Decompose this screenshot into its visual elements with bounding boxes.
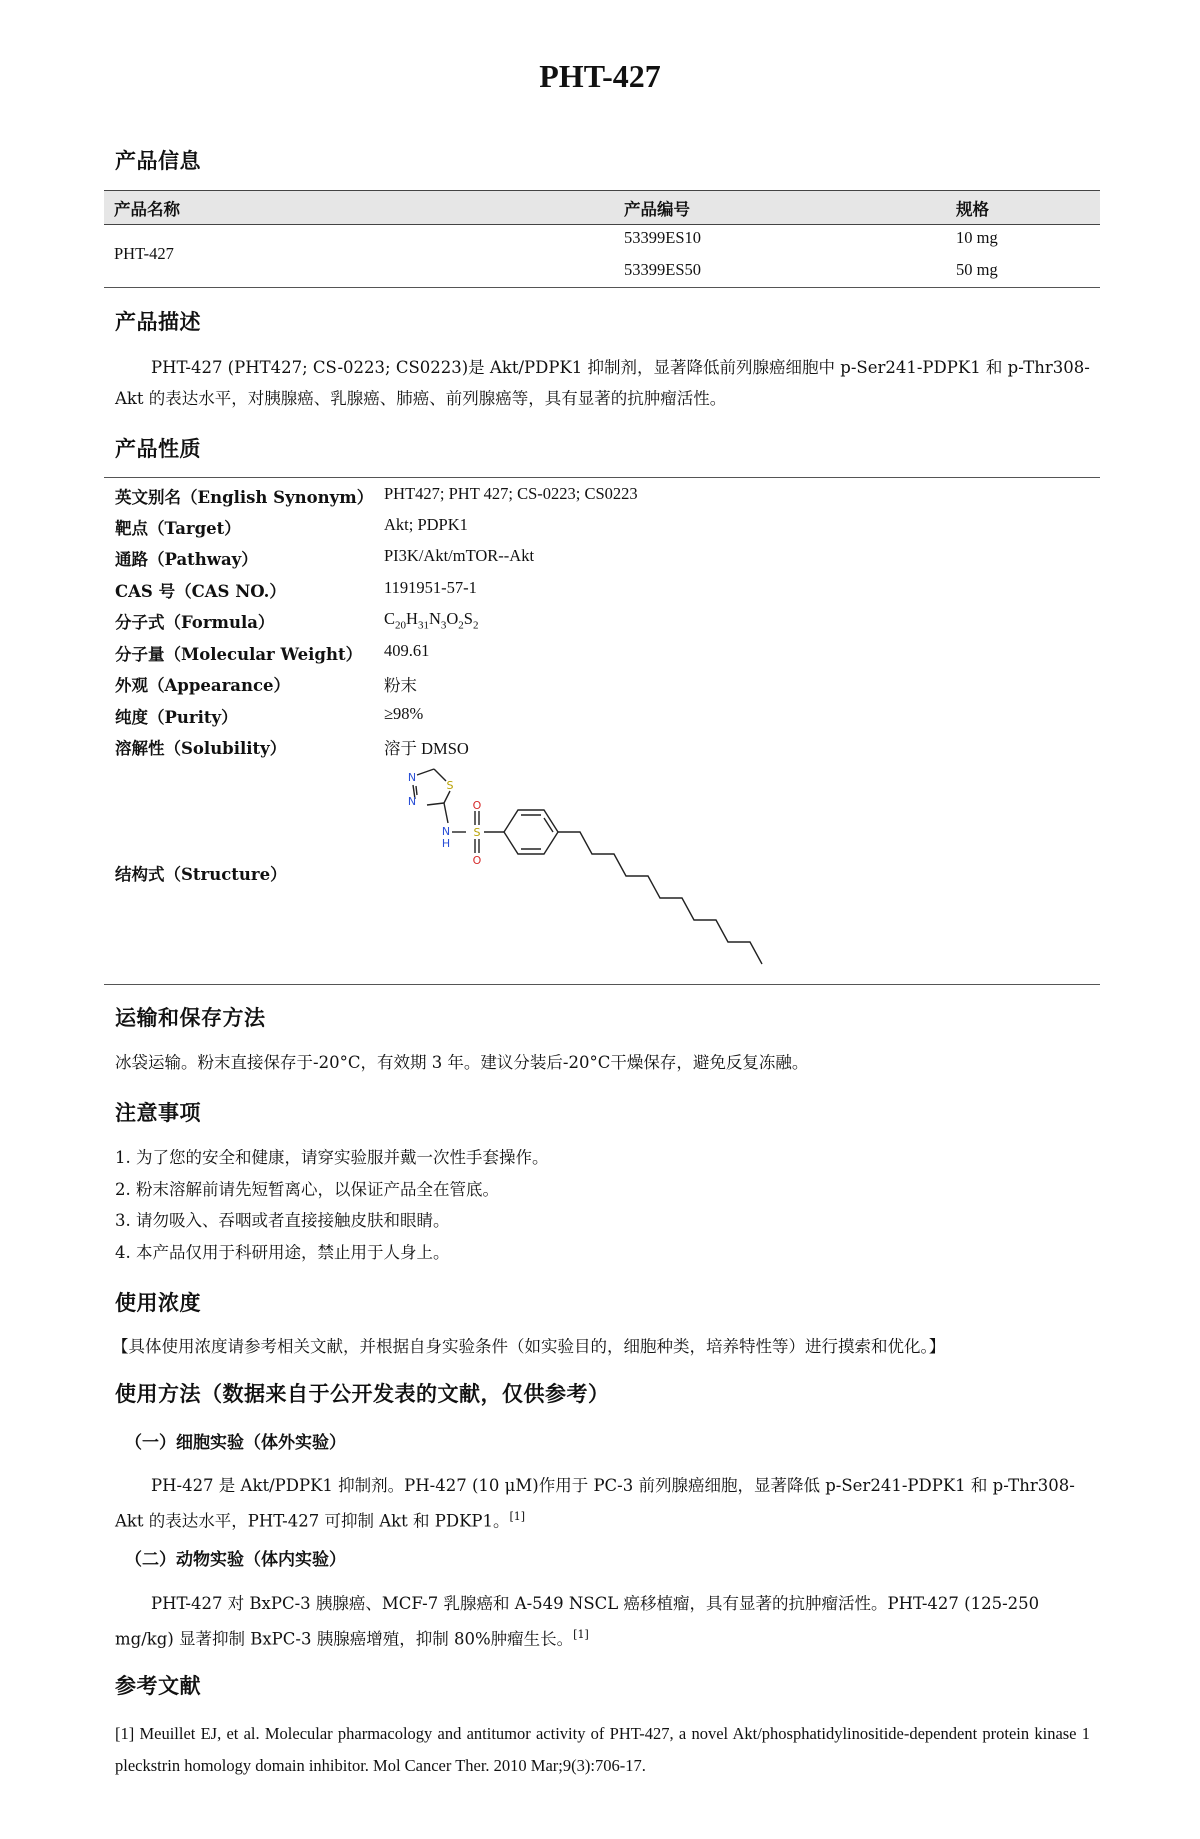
prop-label-purity: 纯度（Purity） — [115, 708, 238, 727]
prop-label-synonym: 英文别名（English Synonym） — [115, 488, 374, 507]
list-item: 3. 请勿吸入、吞咽或者直接接触皮肤和眼睛。 — [115, 1211, 450, 1230]
list-item: 4. 本产品仅用于科研用途，禁止用于人身上。 — [115, 1242, 450, 1262]
section-heading-properties: 产品性质 — [115, 436, 201, 461]
notes-list — [115, 1142, 549, 1268]
citation: [1] — [509, 1510, 526, 1523]
prop-label-formula: 分子式（Formula） — [115, 613, 275, 632]
product-size-2: 50 mg — [956, 260, 998, 279]
atom-n2: N — [407, 795, 417, 808]
prop-label-mw: 分子量（Molecular Weight） — [115, 645, 363, 664]
properties-top-rule — [104, 477, 1100, 478]
cell-experiment-text: PH-427 是 Akt/PDPK1 抑制剂。PH-427 (10 μM)作用于 PC-3 前列腺癌细胞，显著降低 p-Ser241-PDPK1 和 p-Thr308-Akt 的表达水平，PHT-427 可抑制 Akt 和 PDKP1。[1] — [115, 1476, 1075, 1531]
chemical-structure — [384, 765, 804, 980]
section-heading-method: 使用方法（数据来自于公开发表的文献，仅供参考） — [115, 1381, 610, 1406]
citation: [1] — [573, 1628, 589, 1641]
table-header-row — [104, 190, 1100, 225]
atom-h-amide: H — [441, 837, 451, 850]
atom-n-amide: N — [441, 825, 451, 838]
prop-value-solubility: 溶于 DMSO — [384, 739, 469, 758]
prop-value-synonym: PHT427; PHT 427; CS-0223; CS0223 — [384, 484, 638, 503]
header-code: 产品编号 — [624, 200, 690, 219]
atom-o2: O — [472, 854, 482, 867]
atom-o1: O — [472, 799, 482, 812]
product-code-1: 53399ES10 — [624, 228, 702, 247]
product-size-1: 10 mg — [956, 228, 998, 247]
atom-s-ring: S — [446, 779, 454, 792]
section-heading-description: 产品描述 — [115, 309, 201, 334]
description-text: PHT-427 (PHT427; CS-0223; CS0223)是 Akt/PDPK1 抑制剂，显著降低前列腺癌细胞中 p-Ser241-PDPK1 和 p-Thr308-Akt 的表达水平，对胰腺癌、乳腺癌、肺癌、前列腺癌等，具有显著的抗肿瘤活性。 — [115, 358, 1090, 408]
prop-value-appearance: 粉末 — [384, 676, 417, 695]
section-heading-concentration: 使用浓度 — [115, 1290, 201, 1315]
storage-text: 冰袋运输。粉末直接保存于-20°C，有效期 3 年。建议分装后-20°C干燥保存，避免反复冻融。 — [115, 1053, 809, 1072]
table-bottom-rule — [104, 287, 1100, 288]
subheading-cell-experiment: （一）细胞实验（体外实验） — [125, 1433, 346, 1453]
header-size: 规格 — [956, 200, 989, 219]
list-item: 1. 为了您的安全和健康，请穿实验服并戴一次性手套操作。 — [115, 1148, 549, 1167]
reference-1: [1] Meuillet EJ, et al. Molecular pharmacology and antitumor activity of PHT-427, a novel Akt/phosphatidylinositide-dependent protein kinase 1 pleckstrin homology domain inhibitor. Mol Cancer Ther. 2010 Mar;9(3):706-17. — [115, 1724, 1090, 1775]
prop-label-pathway: 通路（Pathway） — [115, 550, 258, 569]
section-heading-references: 参考文献 — [115, 1673, 201, 1698]
section-heading-storage: 运输和保存方法 — [115, 1005, 266, 1030]
product-name: PHT-427 — [114, 244, 174, 263]
prop-label-target: 靶点（Target） — [115, 519, 241, 538]
subheading-animal-experiment: （二）动物实验（体内实验） — [125, 1550, 346, 1570]
prop-label-solubility: 溶解性（Solubility） — [115, 739, 287, 758]
product-code-2: 53399ES50 — [624, 260, 702, 279]
document-title: PHT-427 — [539, 58, 661, 94]
prop-label-cas: CAS 号（CAS NO.） — [115, 582, 286, 601]
prop-value-target: Akt; PDPK1 — [384, 515, 468, 534]
list-item: 2. 粉末溶解前请先短暂离心，以保证产品全在管底。 — [115, 1179, 499, 1199]
prop-label-structure: 结构式（Structure） — [115, 865, 287, 884]
atom-s-sulfonyl: S — [473, 826, 481, 839]
section-heading-notes: 注意事项 — [115, 1100, 201, 1125]
prop-value-purity: ≥98% — [384, 704, 424, 723]
properties-bottom-rule — [104, 984, 1100, 985]
prop-value-mw: 409.61 — [384, 641, 430, 660]
prop-value-formula: $C_{20}H_{31}N_3O_2S_2$ — [384, 609, 479, 632]
header-name: 产品名称 — [114, 200, 180, 219]
section-heading-info: 产品信息 — [115, 148, 201, 173]
concentration-text: 【具体使用浓度请参考相关文献，并根据自身实验条件（如实验目的，细胞种类，培养特性等）进行摸索和优化。】 — [112, 1337, 946, 1356]
prop-value-pathway: PI3K/Akt/mTOR--Akt — [384, 546, 535, 565]
prop-value-cas: 1191951-57-1 — [384, 578, 477, 597]
animal-experiment-text: PHT-427 对 BxPC-3 胰腺癌、MCF-7 乳腺癌和 A-549 NSCL 癌移植瘤，具有显著的抗肿瘤活性。PHT-427 (125-250 mg/kg) 显著抑制 BxPC-3 胰腺癌增殖，抑制 80%肿瘤生长。[1] — [115, 1594, 1040, 1649]
atom-n1: N — [407, 771, 417, 784]
prop-label-appearance: 外观（Appearance） — [115, 676, 290, 695]
